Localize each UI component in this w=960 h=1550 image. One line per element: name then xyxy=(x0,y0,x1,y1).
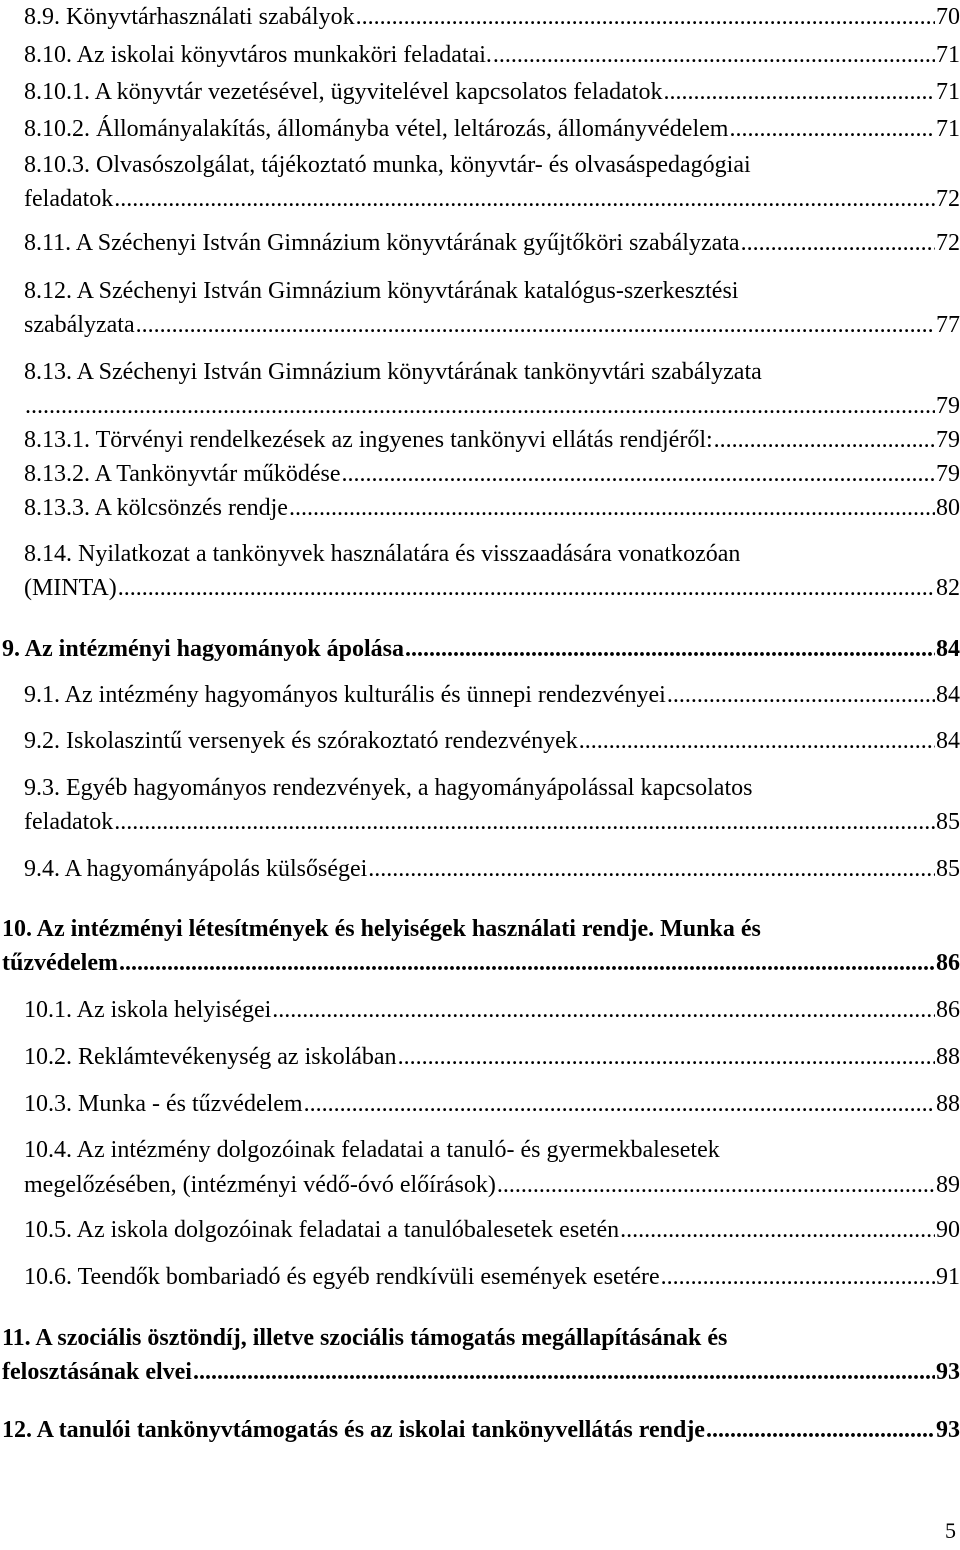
toc-leader-dots xyxy=(579,724,935,758)
toc-leader-dots xyxy=(289,491,935,525)
toc-entry-title: 9.2. Iskolaszintű versenyek és szórakoztató rendezvények xyxy=(24,728,578,754)
toc-line xyxy=(24,182,960,216)
toc-line xyxy=(24,112,960,146)
toc-leader-dots xyxy=(114,182,935,216)
toc-leader-dots xyxy=(661,1260,935,1294)
toc-entry-title: 8.9. Könyvtárhasználati szabályok xyxy=(24,4,355,30)
toc-leader-dots xyxy=(405,632,935,666)
toc-entry-title-line1: 8.13. A Széchenyi István Gimnázium könyvtárának tankönyvtári szabályzata xyxy=(24,359,762,385)
toc-leader-dots xyxy=(667,678,935,712)
toc-entry-title: 8.10. Az iskolai könyvtáros munkaköri feladatai. xyxy=(24,42,492,68)
toc-entry-page: 90 xyxy=(936,1217,960,1243)
toc-entry-title: felosztásának elvei xyxy=(2,1359,192,1385)
toc-entry-title: (MINTA) xyxy=(24,575,117,601)
toc-entry-title: 8.10.2. Állományalakítás, állományba vétel, leltározás, állományvédelem xyxy=(24,116,729,142)
toc-entry-page: 71 xyxy=(936,79,960,105)
toc-entry-title: 9.1. Az intézmény hagyományos kulturális és ünnepi rendezvényei xyxy=(24,682,666,708)
toc-line xyxy=(24,1260,960,1294)
toc-leader-dots xyxy=(136,308,935,342)
toc-entry-page: 84 xyxy=(936,728,960,754)
toc-entry xyxy=(0,491,960,525)
toc-entry-title-line1: 8.12. A Széchenyi István Gimnázium könyvtárának katalógus-szerkesztési xyxy=(24,278,739,304)
toc-line xyxy=(2,1413,960,1447)
toc-entry xyxy=(0,724,960,758)
toc-leader-dots xyxy=(25,389,935,423)
toc-entry-page: 88 xyxy=(936,1091,960,1117)
toc-entry-title: 9.4. A hagyományápolás külsőségei xyxy=(24,856,368,882)
toc-entry-title: 8.13.3. A kölcsönzés rendje xyxy=(24,495,288,521)
toc-entry xyxy=(0,1087,960,1121)
toc-leader-dots xyxy=(272,993,935,1027)
toc-entry-title-line1: 11. A szociális ösztöndíj, illetve szociális támogatás megállapításának és xyxy=(2,1325,728,1351)
toc-entry-page: 86 xyxy=(936,950,960,976)
toc-entry xyxy=(0,1413,960,1447)
toc-line xyxy=(2,1355,960,1389)
toc-line xyxy=(24,308,960,342)
toc-line xyxy=(24,852,960,886)
toc-entry-title: 10.3. Munka - és tűzvédelem xyxy=(24,1091,303,1117)
toc-entry-page: 85 xyxy=(936,809,960,835)
toc-leader-dots xyxy=(714,423,935,457)
toc-entry-page: 79 xyxy=(936,427,960,453)
toc-entry xyxy=(0,457,960,491)
toc-entry-page: 84 xyxy=(936,682,960,708)
toc-entry xyxy=(0,148,960,212)
toc-line xyxy=(24,724,960,758)
toc-entry xyxy=(0,632,960,666)
toc-entry-title: 10.6. Teendők bombariadó és egyéb rendkívüli események esetére xyxy=(24,1264,660,1290)
toc-line xyxy=(24,1213,960,1247)
toc-line xyxy=(2,632,960,666)
toc-entry-page: 89 xyxy=(936,1172,960,1198)
toc-line xyxy=(24,75,960,109)
toc-entry-page: 72 xyxy=(936,186,960,212)
toc-entry-page: 82 xyxy=(936,575,960,601)
toc-entry-title: 10.2. Reklámtevékenység az iskolában xyxy=(24,1044,397,1070)
toc-entry xyxy=(0,771,960,835)
toc-line xyxy=(24,0,960,34)
toc-leader-dots xyxy=(741,226,935,260)
toc-entry-title-line1: 10.4. Az intézmény dolgozóinak feladatai a tanuló- és gyermekbalesetek xyxy=(24,1137,720,1163)
toc-entry-page: 79 xyxy=(936,461,960,487)
toc-entry xyxy=(0,852,960,886)
toc-entry-title: feladatok xyxy=(24,809,114,835)
page-number: 5 xyxy=(945,1518,956,1543)
toc-leader-dots xyxy=(663,75,935,109)
toc-entry-title: 10.5. Az iskola dolgozóinak feladatai a tanulóbalesetek esetén xyxy=(24,1217,620,1243)
toc-entry-page: 93 xyxy=(936,1359,960,1385)
toc-entry xyxy=(0,1260,960,1294)
toc-entry xyxy=(0,112,960,146)
toc-leader-dots xyxy=(368,852,935,886)
toc-entry-title-line1: 9.3. Egyéb hagyományos rendezvények, a hagyományápolással kapcsolatos xyxy=(24,775,753,801)
toc-leader-dots xyxy=(356,0,935,34)
toc-entry-title: 8.11. A Széchenyi István Gimnázium könyvtárának gyűjtőköri szabályzata xyxy=(24,230,740,256)
toc-entry-page: 79 xyxy=(936,393,960,419)
toc-entry-title: 10.1. Az iskola helyiségei xyxy=(24,997,272,1023)
toc-entry-page: 93 xyxy=(936,1417,960,1443)
toc-line xyxy=(24,1087,960,1121)
toc-entry-title-line1: 8.14. Nyilatkozat a tankönyvek használatára és visszaadására vonatkozóan xyxy=(24,541,741,567)
toc-entry-page: 91 xyxy=(936,1264,960,1290)
toc-line xyxy=(24,1040,960,1074)
toc-entry xyxy=(0,912,960,976)
toc-entry-title: 8.10.1. A könyvtár vezetésével, ügyvitelével kapcsolatos feladatok xyxy=(24,79,663,105)
toc-leader-dots xyxy=(304,1087,935,1121)
toc-leader-dots xyxy=(398,1040,935,1074)
toc-entry-title: 12. A tanulói tankönyvtámogatás és az iskolai tankönyvellátás rendje xyxy=(2,1417,705,1443)
toc-entry xyxy=(0,274,960,338)
toc-entry xyxy=(0,1321,960,1385)
toc-line xyxy=(24,993,960,1027)
toc-entry xyxy=(0,423,960,457)
toc-entry-page: 85 xyxy=(936,856,960,882)
toc-entry-page: 80 xyxy=(936,495,960,521)
toc-leader-dots xyxy=(118,571,935,605)
toc-entry-page: 70 xyxy=(936,4,960,30)
toc-leader-dots xyxy=(342,457,935,491)
toc-leader-dots xyxy=(729,112,935,146)
toc-leader-dots xyxy=(193,1355,935,1389)
toc-entry xyxy=(0,75,960,109)
toc-entry-title: feladatok xyxy=(24,186,114,212)
toc-line xyxy=(24,423,960,457)
toc-entry-title-line1: 10. Az intézményi létesítmények és helyiségek használati rendje. Munka és xyxy=(2,916,761,942)
toc-line xyxy=(24,678,960,712)
toc-entry xyxy=(0,1213,960,1247)
toc-entry xyxy=(0,0,960,34)
toc-entry-page: 71 xyxy=(936,42,960,68)
toc-entry xyxy=(0,537,960,601)
toc-entry-title: szabályzata xyxy=(24,312,135,338)
toc-leader-dots xyxy=(497,1168,935,1202)
toc-entry xyxy=(0,226,960,260)
toc-entry-title: 9. Az intézményi hagyományok ápolása xyxy=(2,636,405,662)
toc-leader-dots xyxy=(706,1413,935,1447)
toc-entry-title: tűzvédelem xyxy=(2,950,118,976)
toc-entry xyxy=(0,355,960,419)
toc-line xyxy=(24,491,960,525)
toc-line xyxy=(24,805,960,839)
toc-line xyxy=(24,38,960,72)
toc-entry xyxy=(0,993,960,1027)
toc-entry-page: 71 xyxy=(936,116,960,142)
toc-leader-dots xyxy=(620,1213,935,1247)
toc-entry-title: 8.13.2. A Tankönyvtár működése xyxy=(24,461,341,487)
toc-entry-page: 88 xyxy=(936,1044,960,1070)
toc-entry-title: megelőzésében, (intézményi védő-óvó előírások) xyxy=(24,1172,496,1198)
toc-line xyxy=(24,457,960,491)
toc-leader-dots xyxy=(493,38,935,72)
toc-line xyxy=(2,946,960,980)
toc-entry xyxy=(0,1040,960,1074)
toc-entry-title: 8.13.1. Törvényi rendelkezések az ingyenes tankönyvi ellátás rendjéről: xyxy=(24,427,713,453)
toc-entry xyxy=(0,1133,960,1198)
toc-entry-page: 86 xyxy=(936,997,960,1023)
toc-entry-page: 77 xyxy=(936,312,960,338)
toc-entry-title-line1: 8.10.3. Olvasószolgálat, tájékoztató munka, könyvtár- és olvasáspedagógiai xyxy=(24,152,751,178)
toc-line xyxy=(24,226,960,260)
toc-leader-dots xyxy=(119,946,935,980)
toc-entry xyxy=(0,38,960,72)
toc-entry-page: 72 xyxy=(936,230,960,256)
toc-line xyxy=(24,571,960,605)
toc-line xyxy=(24,389,960,423)
toc-leader-dots xyxy=(114,805,935,839)
toc-entry xyxy=(0,678,960,712)
toc-entry-page: 84 xyxy=(936,636,960,662)
toc-line xyxy=(24,1168,960,1202)
